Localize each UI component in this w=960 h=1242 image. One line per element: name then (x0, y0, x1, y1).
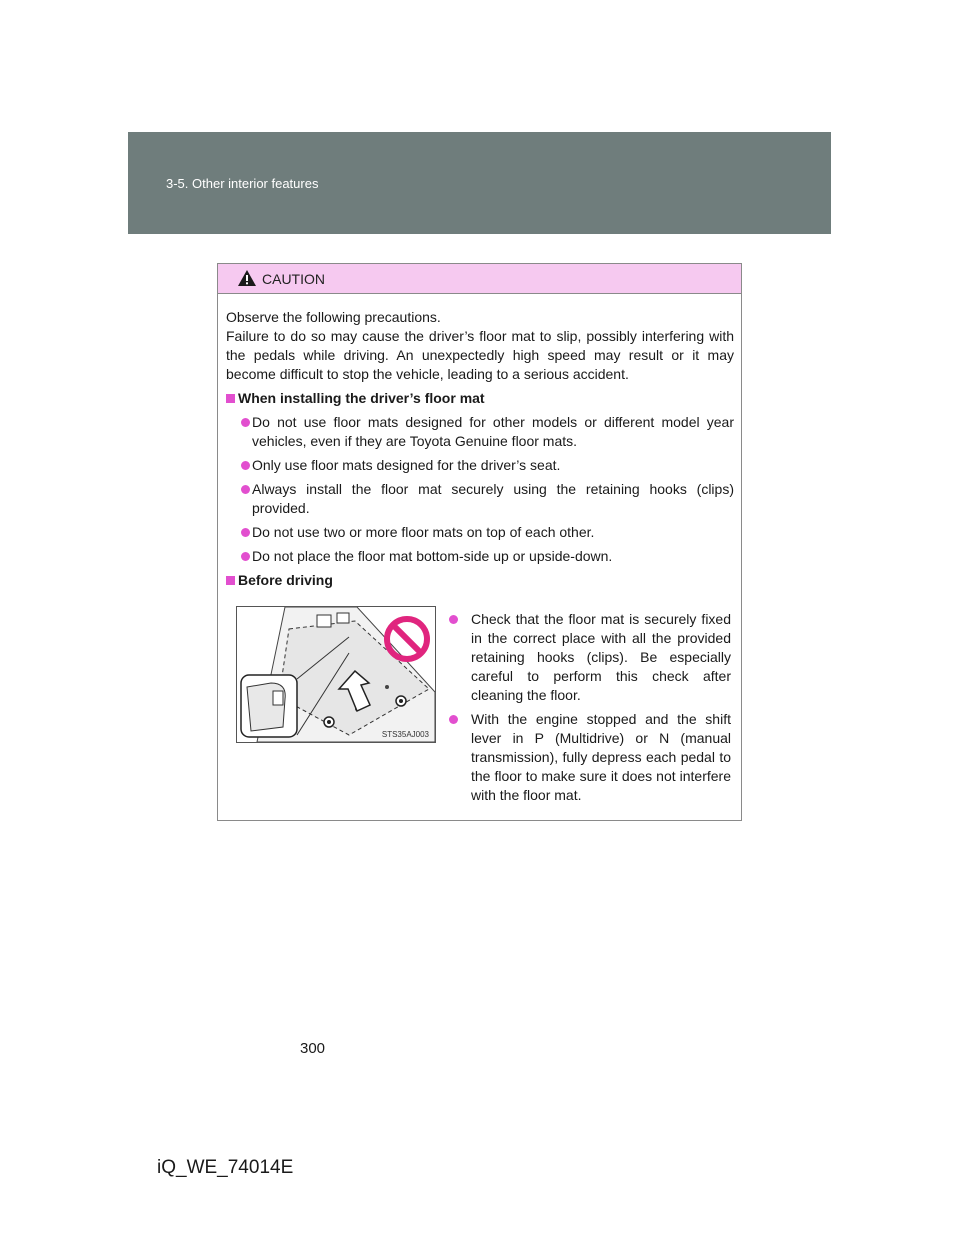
bullet-dot-icon (241, 461, 250, 470)
floor-mat-illustration (236, 606, 436, 743)
figure-code: STS35AJ003 (381, 730, 429, 739)
section-title: 3-5. Other interior features (166, 176, 319, 191)
intro-line-2: Failure to do so may cause the driver’s floor mat to slip, possibly interfering with the pedals while driving. An unexpectedly high speed may result or it may become difficult to stop the vehicle, leading to a serious accident. (226, 328, 734, 382)
list-item: Only use floor mats designed for the driver’s seat. (226, 456, 734, 475)
document-code: iQ_WE_74014E (157, 1157, 294, 1178)
bullet-dot-icon (241, 528, 250, 537)
bullet-dot-icon (241, 418, 250, 427)
list-item: Check that the floor mat is securely fixed in the correct place with all the provided retaining hooks (clips). Be especially careful to perform this check after cleaning the floor. (449, 610, 731, 705)
section-heading-before-driving: Before driving (226, 571, 734, 590)
caution-header (218, 264, 741, 294)
caution-title: CAUTION (262, 271, 325, 287)
intro-line-1: Observe the following precautions. (226, 309, 441, 325)
section-header-bar (128, 132, 831, 234)
square-bullet-icon (226, 576, 235, 585)
before-driving-list (449, 605, 731, 805)
list-item: Do not place the floor mat bottom-side up or upside-down. (226, 547, 734, 566)
floor-mat-drawing (237, 607, 435, 742)
list-item: Always install the floor mat securely using the retaining hooks (clips) provided. (226, 480, 734, 518)
warning-triangle-icon (237, 269, 257, 287)
list-item: Do not use two or more floor mats on top of each other. (226, 523, 734, 542)
bullet-dot-icon (241, 552, 250, 561)
bullet-dot-icon (449, 615, 458, 624)
bullet-dot-icon (449, 715, 458, 724)
square-bullet-icon (226, 394, 235, 403)
caution-body (226, 308, 734, 590)
page-number: 300 (300, 1040, 326, 1057)
list-item: With the engine stopped and the shift lever in P (Multidrive) or N (manual transmission), fully depress each pedal to the floor to make sure it does not interfere with the floor mat. (449, 710, 731, 805)
list-item: Do not use floor mats designed for other models or different model year vehicles, even if they are Toyota Genuine floor mats. (226, 413, 734, 451)
section-heading-installing: When installing the driver’s floor mat (226, 389, 734, 408)
bullet-dot-icon (241, 485, 250, 494)
